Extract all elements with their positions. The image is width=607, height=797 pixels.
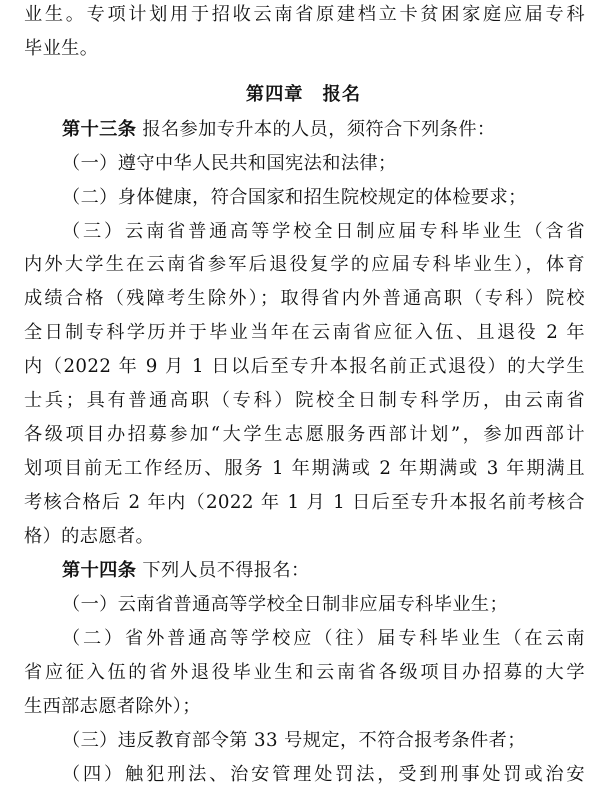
paragraph-line: 成绩合格（残障考生除外）；取得省内外普通高职（专科）院校 (24, 288, 585, 309)
article-13 (62, 115, 585, 145)
exclusion-item: （四）触犯刑法、治安管理处罚法，受到刑事处罚或治安 (62, 764, 585, 785)
paragraph-line: 内（2022 年 9 月 1 日以后至专升本报名前正式退役）的大学生 (24, 356, 585, 377)
paragraph-line: 士兵；具有普通高职（专科）院校全日制专科学历，由云南省 (24, 390, 585, 411)
article-13-text: 报名参加专升本的人员，须符合下列条件： (142, 119, 496, 140)
article-13-label: 第十三条 (62, 119, 137, 140)
paragraph-line: 考核合格后 2 年内（2022 年 1 月 1 日后至专升本报名前考核合 (24, 492, 585, 513)
paragraph-line: 业生。专项计划用于招收云南省原建档立卡贫困家庭应届专科 (24, 4, 585, 25)
paragraph-line: 省应征入伍的省外退役毕业生和云南省各级项目办招募的大学 (24, 662, 585, 683)
paragraph-line: 全日制专科学历并于毕业当年在云南省应征入伍、且退役 2 年 (24, 322, 585, 343)
paragraph-line: 划项目前无工作经历、服务 1 年期满或 2 年期满或 3 年期满且 (24, 458, 585, 479)
paragraph-line: 格）的志愿者。 (24, 526, 155, 547)
article-14-text: 下列人员不得报名： (142, 560, 310, 581)
article-14-label: 第十四条 (62, 560, 137, 581)
paragraph-line: 内外大学生在云南省参军后退役复学的应届专科毕业生），体育 (24, 254, 585, 275)
condition-item: （二）身体健康，符合国家和招生院校规定的体检要求； (62, 187, 527, 208)
condition-item: （三）云南省普通高等学校全日制应届专科毕业生（含省 (62, 221, 585, 242)
paragraph-line: 生西部志愿者除外）； (24, 696, 201, 717)
paragraph-line: 毕业生。 (24, 38, 99, 59)
exclusion-item: （三）违反教育部令第 33 号规定，不符合报考条件者； (62, 730, 526, 751)
exclusion-item: （一）云南省普通高等学校全日制非应届专科毕业生； (62, 594, 509, 615)
exclusion-item: （二）省外普通高等学校应（往）届专科毕业生（在云南 (62, 628, 585, 649)
article-14 (62, 556, 585, 586)
chapter-title: 第四章 报名 (245, 84, 362, 105)
paragraph-line: 各级项目办招募参加“大学生志愿服务西部计划”，参加西部计 (24, 424, 585, 445)
condition-item: （一）遵守中华人民共和国宪法和法律； (62, 153, 397, 174)
